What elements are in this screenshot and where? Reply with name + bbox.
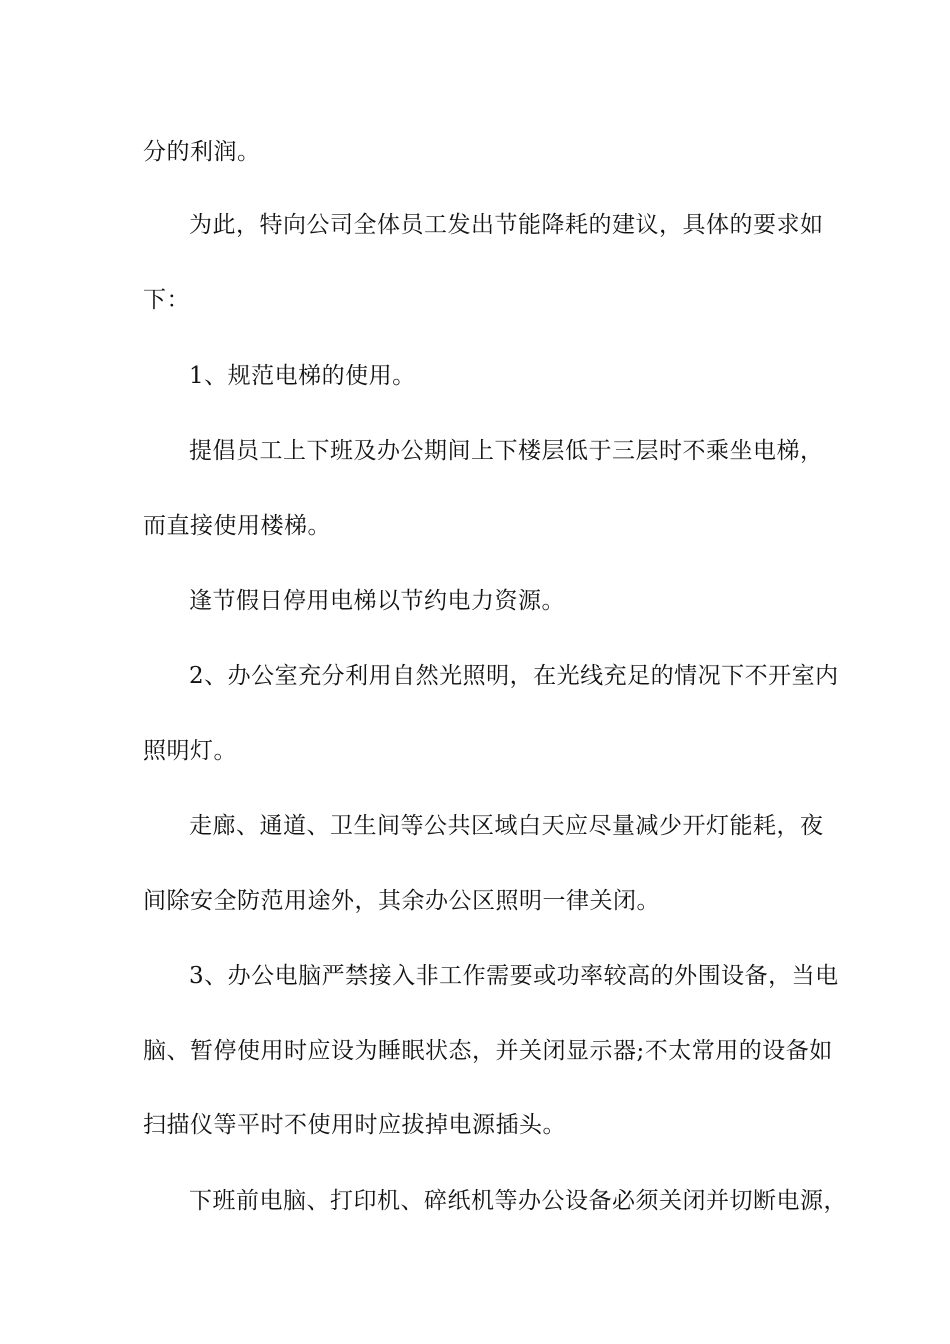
paragraph-line: 走廊、通道、卫生间等公共区域白天应尽量减少开灯能耗，夜 bbox=[189, 813, 824, 839]
paragraph-line: 照明灯。 bbox=[143, 738, 237, 764]
paragraph-line: 1、规范电梯的使用。 bbox=[189, 363, 416, 389]
paragraph-line: 脑、暂停使用时应设为睡眠状态，并关闭显示器;不太常用的设备如 bbox=[143, 1038, 833, 1064]
paragraph-line: 而直接使用楼梯。 bbox=[143, 513, 331, 539]
paragraph-line: 2、办公室充分利用自然光照明，在光线充足的情况下不开室内 bbox=[189, 663, 839, 689]
paragraph-line: 扫描仪等平时不使用时应拔掉电源插头。 bbox=[143, 1112, 566, 1138]
paragraph-line: 提倡员工上下班及办公期间上下楼层低于三层时不乘坐电梯， bbox=[189, 438, 824, 464]
paragraph-line: 分的利润。 bbox=[143, 139, 261, 165]
paragraph-line: 下班前电脑、打印机、碎纸机等办公设备必须关闭并切断电源， bbox=[189, 1188, 847, 1214]
paragraph-line: 为此，特向公司全体员工发出节能降耗的建议，具体的要求如 bbox=[189, 212, 824, 238]
paragraph-line: 逢节假日停用电梯以节约电力资源。 bbox=[189, 588, 565, 614]
paragraph-line: 间除安全防范用途外，其余办公区照明一律关闭。 bbox=[143, 888, 660, 914]
paragraph-line: 下： bbox=[143, 287, 190, 313]
paragraph-line: 3、办公电脑严禁接入非工作需要或功率较高的外围设备，当电 bbox=[189, 963, 839, 989]
